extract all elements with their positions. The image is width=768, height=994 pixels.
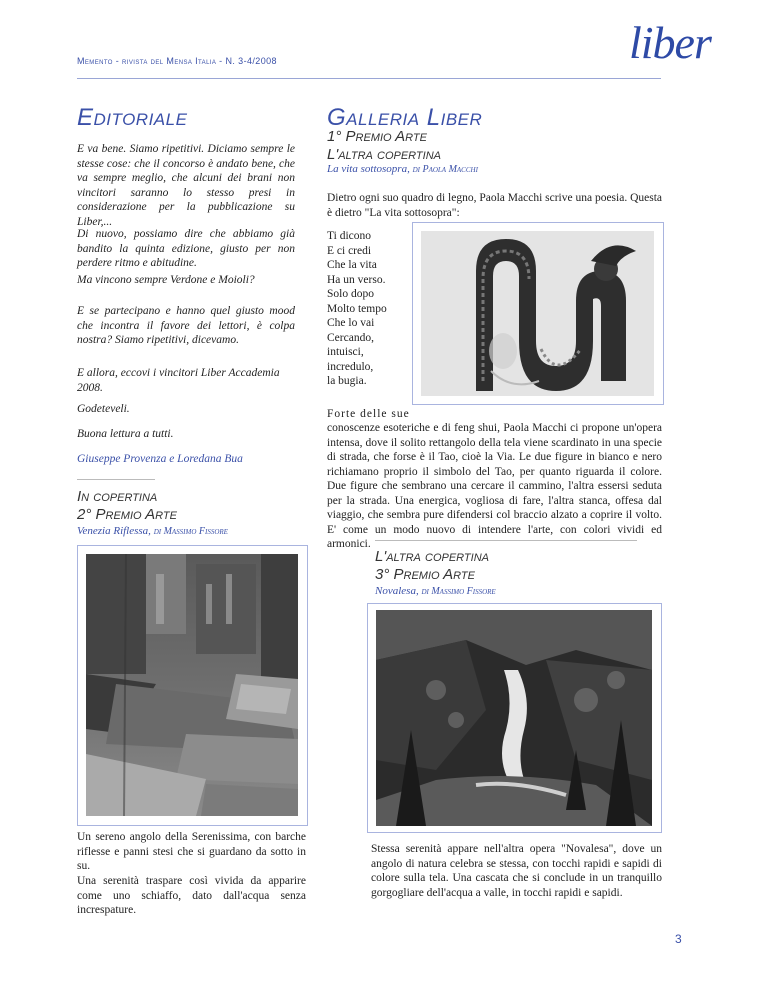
editoriale-signature: Giuseppe Provenza e Loredana Bua	[77, 453, 243, 465]
vita-sottosopra-credit	[327, 163, 478, 175]
poem	[327, 229, 387, 389]
header-divider	[77, 78, 661, 79]
poem-line: intuisci,	[327, 346, 364, 358]
venezia-riflessa-painting	[86, 554, 298, 816]
section-divider	[375, 540, 637, 541]
novalesa-frame	[367, 603, 662, 833]
artwork-title: Novalesa,	[375, 585, 419, 597]
editoriale-paragraph: E allora, eccovi i vincitori Liber Accademia 2008.	[77, 367, 280, 394]
artwork-title: La vita sottosopra,	[327, 163, 410, 175]
artwork-author: di Massimo Fissore	[153, 526, 228, 537]
poem-line: Cercando,	[327, 331, 374, 344]
premio-arte-1-heading: 1° Premio Arte	[327, 128, 427, 145]
galleria-body: conoscenze esoteriche e di feng shui, Paola Macchi ci propone un'opera intensa, dove il solito rettangolo della tela viene scardinato in una specie di strada, che forse è il Tao, cioè la Via. Le due figure in bianco e nero richiamano proprio il simbolo del Tao, per quanto riguarda il colore. Due figure che sembrano una cercare il cammino, l'altra essersi seduta per la strada. Una energica, vogliosa di fare, l'altra stanca, offesa dal viaggio, che sembra pure difendersi col braccio alzato a coprire il volto. E' come un modo nuovo di intendere l'arte, con colori vividi ed armonici.	[327, 422, 662, 550]
poem-line: Che la vita	[327, 259, 377, 271]
editoriale-paragraph: E va bene. Siamo ripetitivi. Diciamo sempre le stesse cose: che il concorso è andato bene, che va sempre meglio, che alcuni dei brani non vincitori saranno lo stesso presi in considerazione per la pubblicazione su Liber,...	[77, 143, 295, 228]
poem-line: la bugia.	[327, 375, 367, 387]
section-divider	[77, 479, 155, 480]
editoriale-title: Editoriale	[77, 104, 188, 131]
magazine-header-title: Memento - rivista del Mensa Italia - N. 3-4/2008	[77, 56, 277, 66]
artwork-title: Venezia Riflessa,	[77, 525, 151, 537]
novalesa-credit	[375, 585, 496, 597]
galleria-liber-title: Galleria Liber	[327, 104, 483, 131]
in-copertina-heading: In copertina	[77, 488, 158, 505]
artwork-author: di Paola Macchi	[412, 164, 478, 175]
premio-arte-3-heading: 3° Premio Arte	[375, 566, 475, 583]
poem-line: Solo dopo	[327, 288, 374, 300]
editoriale-paragraph: Godeteveli.	[77, 403, 130, 415]
venezia-caption: Un sereno angolo della Serenissima, con barche riflesse e panni stesi che si guardano da sotto in su.	[77, 831, 306, 872]
poem-line: Ha un verso.	[327, 273, 386, 286]
page-number: 3	[675, 932, 682, 946]
poem-line: Molto tempo	[327, 302, 387, 315]
editoriale-paragraph: Ma vincono sempre Verdone e Moioli?	[77, 274, 255, 286]
liber-logo: liber	[629, 17, 711, 68]
altra-copertina-heading: L'altra copertina	[327, 146, 441, 163]
editoriale-paragraph: Di nuovo, possiamo dire che abbiamo già bandito la quinta edizione, giusto per non perdere ritmo e abitudine.	[77, 228, 295, 269]
venezia-riflessa-frame	[77, 545, 308, 826]
galleria-body-lead: Forte delle sue	[327, 408, 410, 420]
premio-arte-2-heading: 2° Premio Arte	[77, 506, 177, 523]
venezia-caption: Una serenità traspare così vivida da apparire come uno schiaffo, dato dall'acqua senza increspature.	[77, 875, 306, 916]
venezia-riflessa-credit	[77, 525, 228, 537]
novalesa-painting	[376, 610, 652, 826]
galleria-intro: Dietro ogni suo quadro di legno, Paola Macchi scrive una poesia. Questa è dietro "La vita sottosopra":	[327, 192, 663, 219]
vita-sottosopra-painting	[421, 231, 654, 396]
vita-sottosopra-frame	[412, 222, 664, 405]
artwork-author: di Massimo Fissore	[421, 586, 496, 597]
editoriale-paragraph: E se partecipano e hanno quel giusto mood che incontra il favore dei lettori, è colpa nostra? Siamo ripetitivi, dicevamo.	[77, 305, 295, 346]
poem-line: incredulo,	[327, 360, 374, 373]
poem-line: Ti dicono	[327, 230, 371, 242]
poem-line: E ci credi	[327, 244, 372, 257]
altra-copertina-heading: L'altra copertina	[375, 548, 489, 565]
novalesa-caption: Stessa serenità appare nell'altra opera "Novalesa", dove un angolo di natura celebra se stessa, con tocchi rapidi e sapidi di colore sulla tela. Una cascata che si conclude in un tranquillo gorgogliare dell'acqua a valle, in tocchi rapidi e sapidi.	[371, 843, 662, 899]
poem-line: Che lo vai	[327, 317, 375, 329]
editoriale-paragraph: Buona lettura a tutti.	[77, 428, 174, 440]
